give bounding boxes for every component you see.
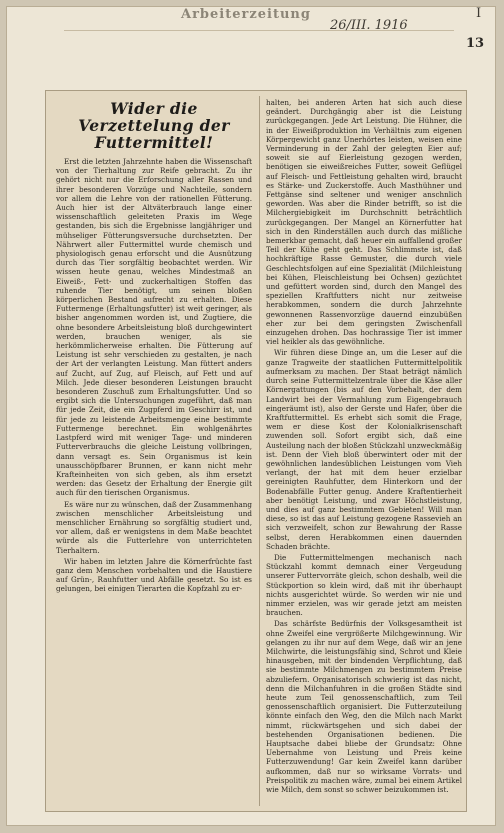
page-number: 13 [466,36,485,51]
paragraph: Erst die letzten Jahrzehnte haben die Wissenschaft von der Tierhaltung zur Reife gebracht. Zu ihr gehört nicht nur die Erforschung aller Rassen und ihrer besonderen Vorzüge und Nachteile, sondern vor allem die Lehre von der rationellen Fütterung. Auch hier ist der Altväterbrauch lange einer wissenschaftlich geleiteten Praxis im Wege gestanden, bis sich die Ergebnisse langjähriger und mühseliger Fütterungsversuche durchsetzten. Der Nährwert aller Futtermittel wurde chemisch und physiologisch genau erforscht und die Ausnützung durch das Tier sorgfältig beobachtet werden. Wir wissen heute genau, welches Mindestmaß an Eiweiß-, Fett- und zuckerhaltigen Stoffen das ruhende Tier benötigt, um seinen bloßen körperlichen Bestand aufrecht zu erhalten. Diese Futtermenge (Erhaltungsfutter) ist weit geringer, als bisher angenommen worden ist, und Zugtiere, die ohne besondere Arbeitsleistung bloß durchgewintert werden, brauchen weniger, als sie herkömmlicherweise erhalten. Die Fütterung auf Leistung ist sehr verschieden zu gestalten, je nach der Art der verlangten Leistung. Man füttert anders auf Zucht, auf Zug, auf Fleisch, auf Fett und auf Milch. Jede dieser besonderen Leistungen braucht besonderen Zuschuß zum Erhaltungsfutter. Und so ergibt sich die Untersuchungen zugeführt, daß man für jede Zeit, die ein Zugpferd im Geschirr ist, und für jede zu leistende Arbeitsmenge eine bestimmte Futtermenge berechnet. Ein wohlgenährtes Lastpferd wird mit weniger Tage- und minderen Futterverbrauchs die gleiche Leistung vollbringen, dann versagt es. Sein Organismus ist kein unausschöpfbarer Brunnen, er kann nicht mehr Krafteinheiten von sich geben, als ihm ersetzt werden: das Gesetz der Erhaltung der Energie gilt auch für den tierischen Organismus. [56,157,252,498]
paragraph: Das schärfste Bedürfnis der Volksgesamtheit ist ohne Zweifel eine vergrößerte Milchgewinnung. Wir gelangen zu ihr nur auf dem Wege, daß wir an jene Milchwirte, die leistungsfähig sind, Schrot und Kleie hinausgeben, mit der bindenden Verpflichtung, daß sie bestimmte Milchmengen zu bestimmtem Preise abzuliefern. Organisatorisch schwierig ist das nicht, denn die Milchanfuhren in die großen Städte sind heute zum Teil genossenschaftlich, zum Teil genossenschaftlich organisiert. Die Futterzuteilung könnte einfach den Weg, den die Milch nach Markt nimmt, rückwärtsgehen und sich dabei der bestehenden Organisationen bedienen. Die Hauptsache dabei bliebe der Grundsatz: Ohne Uebernahme von Leistung und Preis keine Futterzuwendung! Gar kein Zweifel kann darüber aufkommen, daß nur so wirksame Vorrats- und Preispolitik zu machen wäre, zumal bei einem Artikel wie Milch, dem sonst so schwer beizukommen ist. [266,619,462,795]
corner-marker: I [476,6,482,21]
paragraph: Wir führen diese Dinge an, um die Leser auf die ganze Tragweite der staatlichen Futtermittelpolitik aufmerksam zu machen. Der Staat beträgt nämlich durch seine Futtermittelzentrale über die Käse aller Körnergattungen (bis auf den Vorbehalt, der dem Landwirt bei der Vermahlung zum Eigengebrauch eingeräumt ist), also der Gerste und Hafer, über die Kraftfuttermittel. Es erhebt sich somit die Frage, wem er diese Kost der Kolonialkrisenschaft zuwenden soll. Sofort ergibt sich, daß eine Austeilung nach der bloßen Stückzahl unzweckmäßig ist. Denn der Vieh bloß überwintert oder mit der gewöhnlichen landesüblichen Leistungen vom Vieh verlangt, der hat mit dem heuer erzielbar gereinigten Rauhfutter, dem Hinterkorn und der Bodenabfälle Futter genug. Andere Kraftentierheit aber benötigt Leistung, und zwar Höchstleistung, und dies auf ganz bestimmtem Gebieten! Will man diese, so ist das auf Leistung gezogene Rassevieh an sich verzweifelt, schon zur Bewahrung der Rasse selbst, deren Herabkommen einen dauernden Schaden brächte. [266,348,462,551]
paragraph: Wir haben im letzten Jahre die Körnerfrüchte fast ganz dem Menschen vorbehalten und die Haustiere auf Grün-, Rauhfutter und Abfälle gesetzt. So ist es gelungen, bei einigen Tierarten die Kopfzahl zu er- [56,556,252,594]
newspaper-stamp: Arbeiterzeitung [181,7,311,22]
handwritten-date: 26/III. 1916 [330,18,408,33]
article-headline: Wider die Verzettelung der Futtermittel! [78,99,230,152]
column-divider [259,96,260,806]
paragraph: halten, bei anderen Arten hat sich auch diese geändert. Durchgängig aber ist die Leistung zurückgegangen. Jede Art Leistung. Die Hühner, die in der Eiweißproduktion im Verhältnis zum eigenen Körpergewicht ganz Unerhörtes leisten, weisen eine Verminderung in der Zahl der gelegten Eier auf; soweit sie auf Eierleistung gezogen werden, benötigen sie eiweißreiches Futter, soweit Geflügel auf Fleisch- und Fettleistung gehalten wird, braucht es Stärke- und Zuckerstoffe. Auch Masthühner und Fettgänse sind seltener und weniger anschnlich geworden. Was aber die Rinder betrifft, so ist die Milchergiebigkeit im Durchschnitt beträchtlich zurückgegangen. Der Mangel an Körnerfutter hat sich in den Rinderställen auch durch das mißliche bemerkbar gemacht, daß heuer ein auffallend großer Teil der Kühe geht geht. Das Schlimmste ist, daß hochkräftige Rasse Gemuster, die durch viele Geschlechtsfolgen auf eine Spezialität (Milchleistung bei Kühen, Fleischleistung bei Ochsen) gezüchtet und gefüttert worden sind, durch den Mangel des speziellen Kraftfutters nicht nur zeitweise herabkommen, sondern die durch Jahrzehnte gewonnenen Rassenvorzüge dauernd einzubüßen eher zur bei dem geringsten Zwischenfall einzugehen drohen. Das hochrassige Tier ist immer viel heikler als das gewöhnliche. [266,98,462,347]
article-column-right [266,98,462,803]
article-column-left [56,98,252,594]
paragraph: Es wäre nur zu wünschen, daß der Zusammenhang zwischen menschlicher Arbeitsleistung und menschlicher Ernährung so sorgfältig studiert und, vor allem, daß er wenigstens in dem Maße beachtet würde als die Futterlehre von unterrichteten Tierhaltern. [56,499,252,555]
paragraph: Die Futtermittelmengen mechanisch nach Stückzahl kommt demnach einer Vergeudung unserer Futtervorräte gleich, schon deshalb, weil die Stückportion so klein wird, daß mit ihr überhaupt nichts ausgerichtet würde. So werden wir nie und nimmer erzielen, was wir gerade jetzt am meisten brauchen. [266,552,462,618]
